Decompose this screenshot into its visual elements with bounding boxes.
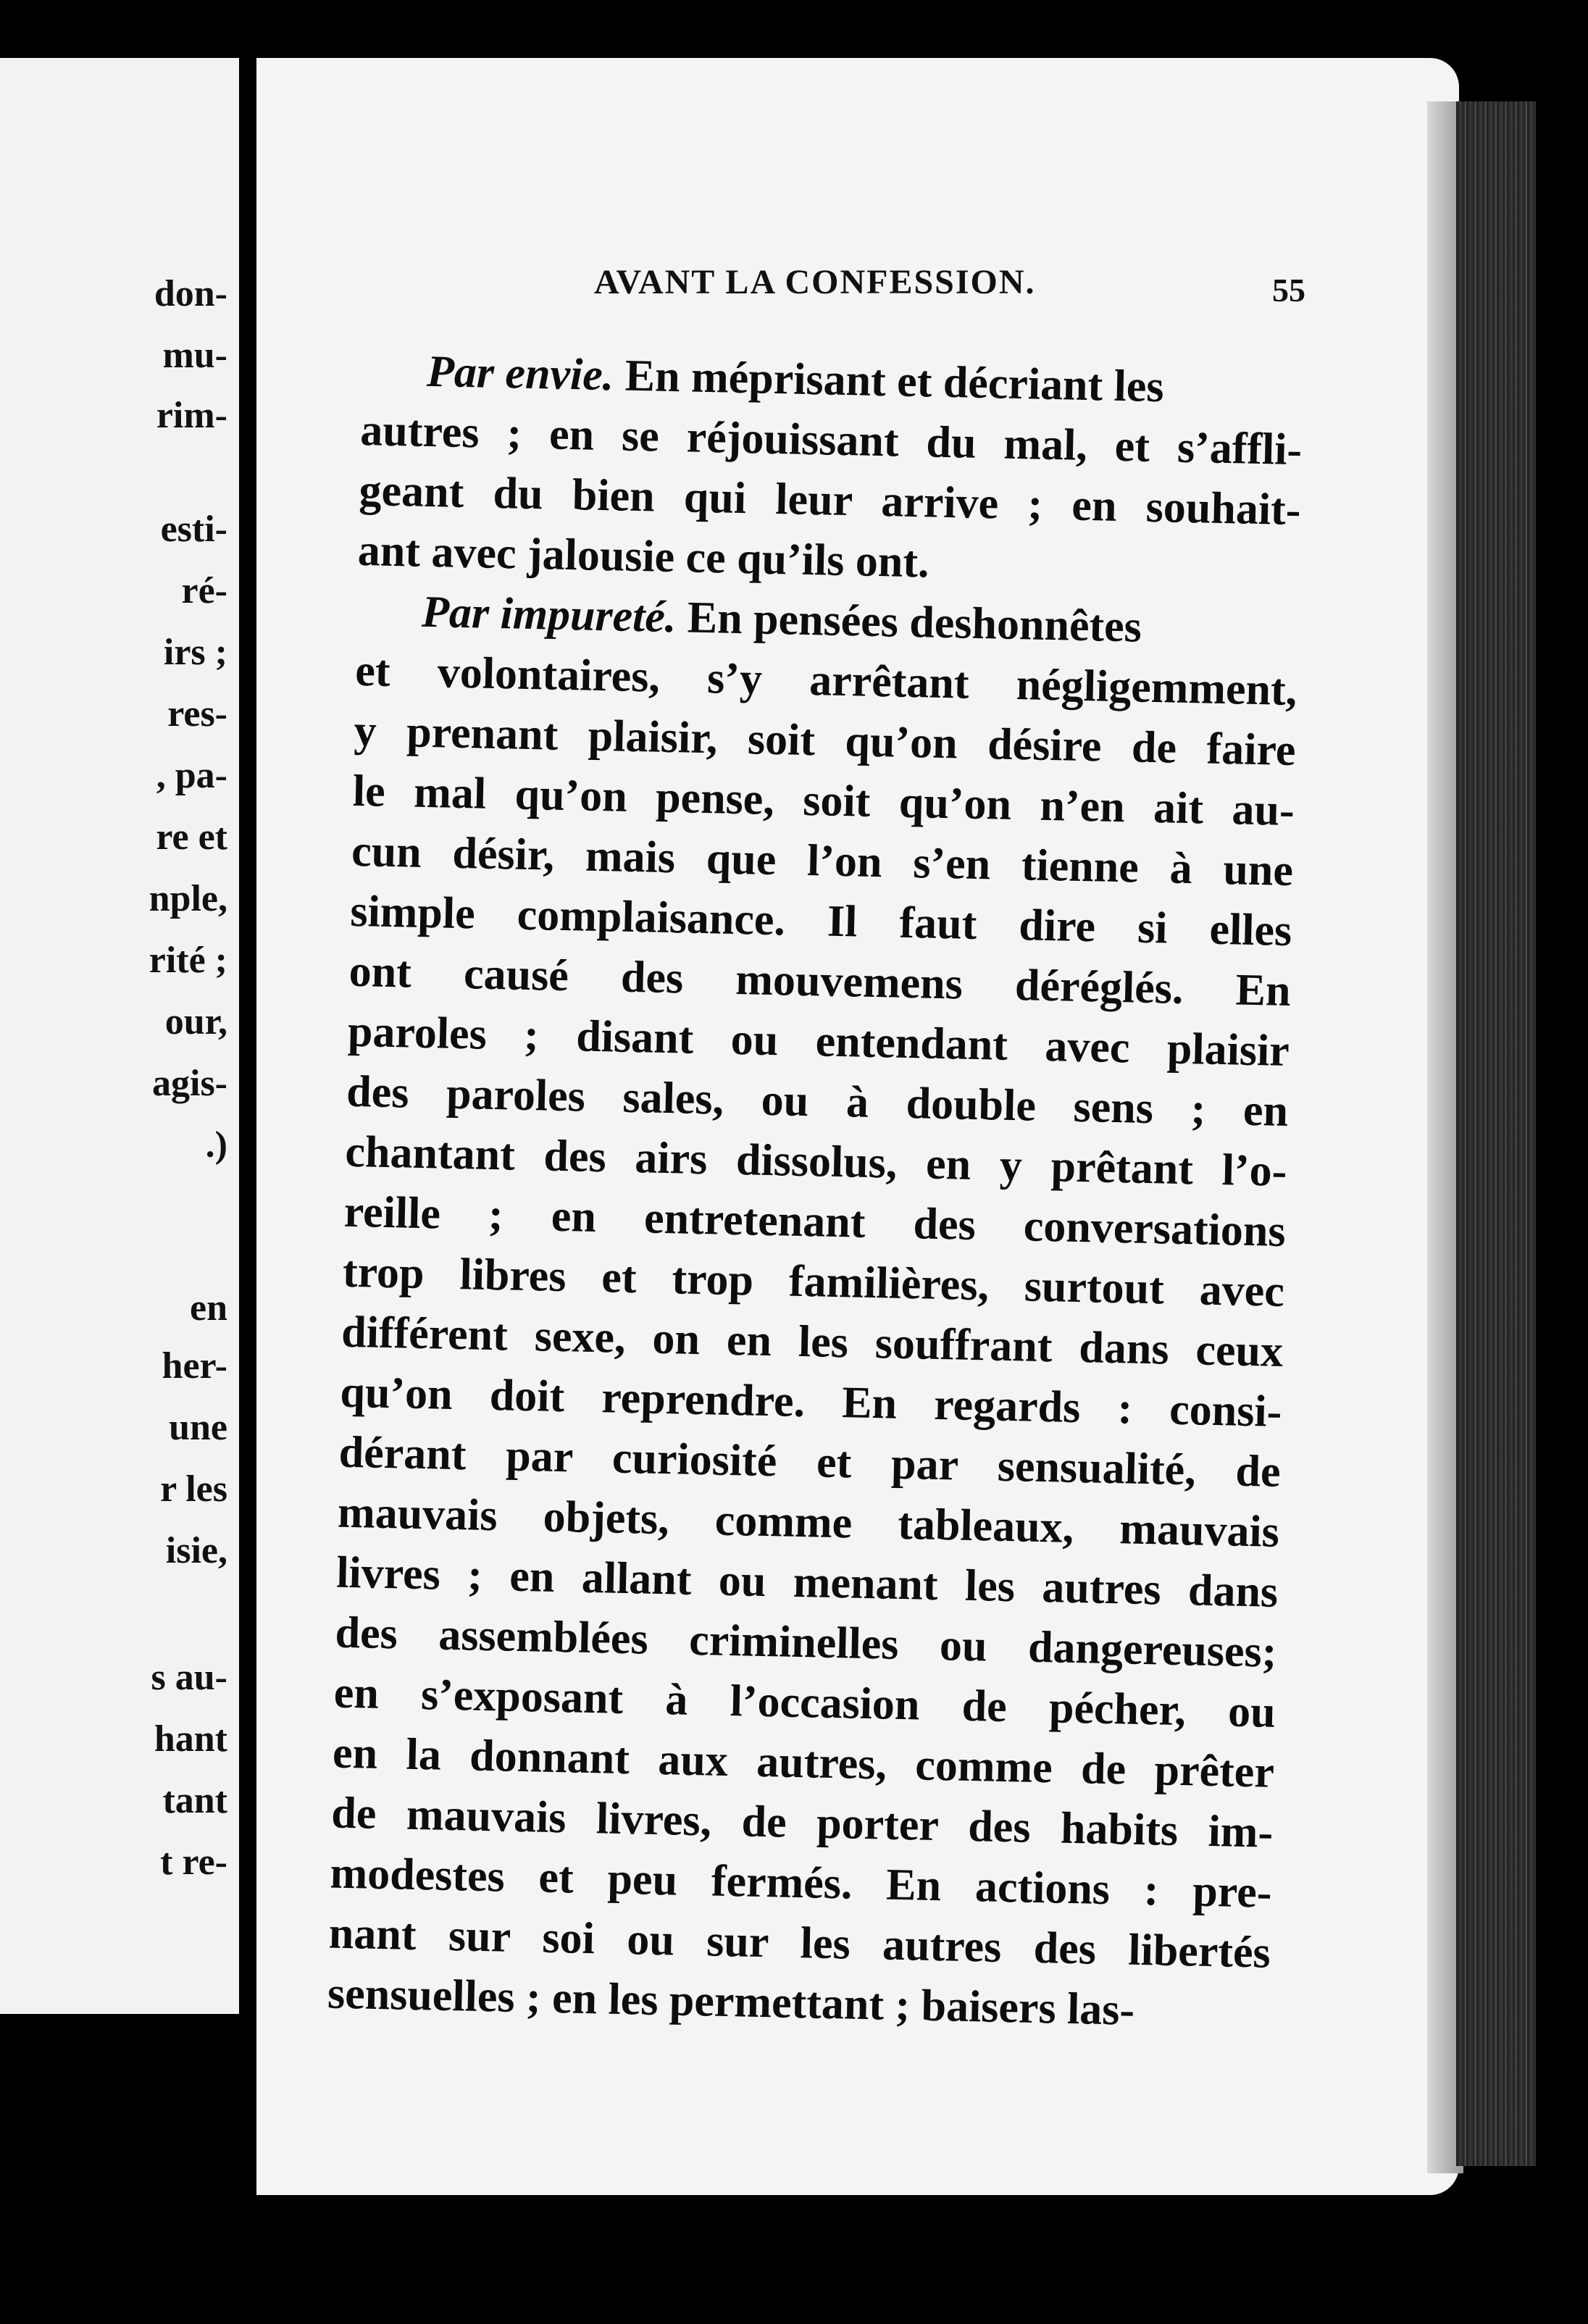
left-page-fragment: re et <box>156 816 227 858</box>
left-page-fragment: ré- <box>181 570 227 611</box>
left-page-fragment: rité ; <box>149 940 227 981</box>
left-page-fragment: t re- <box>160 1842 227 1883</box>
section-lead: Par impureté. <box>421 587 677 643</box>
line-text: différent sexe, on en les souffrant dans ceux <box>340 1307 1284 1376</box>
line-text: autres ; en se réjouissant du mal, et s’affli- <box>359 405 1303 475</box>
left-page-fragment: isie, <box>165 1530 227 1571</box>
left-page-fragment: mu- <box>162 335 227 376</box>
line-text: sensuelles ; en les permettant ; baisers las- <box>327 1968 1135 2035</box>
line-text: paroles ; disant ou entendant avec plaisir <box>347 1006 1290 1077</box>
left-page-fragment: .) <box>205 1124 227 1166</box>
left-page-fragment: don- <box>154 273 227 314</box>
line-text: chantant des airs dissolus, en y prêtant l’o- <box>344 1127 1287 1196</box>
left-page-fragment: her- <box>162 1345 227 1387</box>
line-text: ant avec jalousie ce qu’ils ont. <box>357 525 930 588</box>
line-text: en la donnant aux autres, comme de prêter <box>332 1728 1275 1797</box>
line-text: geant du bien qui leur arrive ; en souhait- <box>358 465 1302 535</box>
line-text: En méprisant et décriant les <box>613 351 1165 412</box>
page-number: 55 <box>1272 272 1305 309</box>
left-page-fragment: nple, <box>149 878 227 919</box>
line-text: reille ; en entretenant des conversations <box>343 1187 1287 1256</box>
left-page-fragment: agis- <box>152 1063 227 1104</box>
line-text: En pensées deshonnêtes <box>675 593 1142 652</box>
left-page-fragment: res- <box>167 693 227 735</box>
left-page-fragment: esti- <box>160 509 227 550</box>
page-edge-stack <box>1456 101 1536 2166</box>
line-text: nant sur soi ou sur les autres des libertés <box>328 1908 1271 1978</box>
line-text: simple complaisance. Il faut dire si elles <box>349 886 1292 956</box>
line-text: trop libres et trop familières, surtout avec <box>342 1247 1285 1316</box>
line-text: de mauvais livres, de porter des habits im- <box>330 1788 1274 1857</box>
left-page-fragment: rim- <box>156 395 227 436</box>
line-text: dérant par curiosité et par sensualité, de <box>338 1427 1282 1497</box>
left-page-fragment: our, <box>164 1001 227 1042</box>
left-page-fragment: en <box>190 1287 227 1329</box>
line-text: le mal qu’on pense, soit qu’on n’en ait au- <box>352 766 1295 836</box>
line-text: mauvais objets, comme tableaux, mauvais <box>337 1487 1280 1557</box>
line-text: des paroles sales, ou à double sens ; en <box>346 1066 1289 1136</box>
left-page-fragment: tant <box>162 1780 227 1821</box>
section-lead: Par envie. <box>426 346 615 401</box>
left-page-fragment: irs ; <box>163 632 227 673</box>
running-head: AVANT LA CONFESSION. <box>594 263 1036 301</box>
line-text: ont causé des mouvemens déréglés. En <box>348 946 1292 1016</box>
line-text: modestes et peu fermés. En actions : pre- <box>329 1848 1273 1918</box>
left-page-fragment: hant <box>154 1718 227 1760</box>
left-page-fragment: r les <box>160 1468 227 1510</box>
left-page-fragment: une <box>169 1407 227 1448</box>
line-text: livres ; en allant ou menant les autres dans <box>335 1547 1279 1617</box>
line-text: en s’exposant à l’occasion de pécher, ou <box>333 1668 1276 1737</box>
book-gutter <box>239 0 256 2324</box>
line-text: des assemblées criminelles ou dangereuses; <box>334 1608 1278 1677</box>
body-text <box>327 340 1303 2044</box>
line-text: y prenant plaisir, soit qu’on désire de faire <box>354 706 1297 776</box>
left-page-fragment: , pa- <box>156 755 227 796</box>
left-page-fragment: s au- <box>151 1657 227 1698</box>
line-text: cun désir, mais que l’on s’en tienne à une <box>351 826 1294 896</box>
line-text: qu’on doit reprendre. En regards : consi- <box>339 1367 1283 1437</box>
line-text: et volontaires, s’y arrêtant négligemment, <box>354 645 1297 716</box>
left-facing-page <box>0 58 242 2014</box>
